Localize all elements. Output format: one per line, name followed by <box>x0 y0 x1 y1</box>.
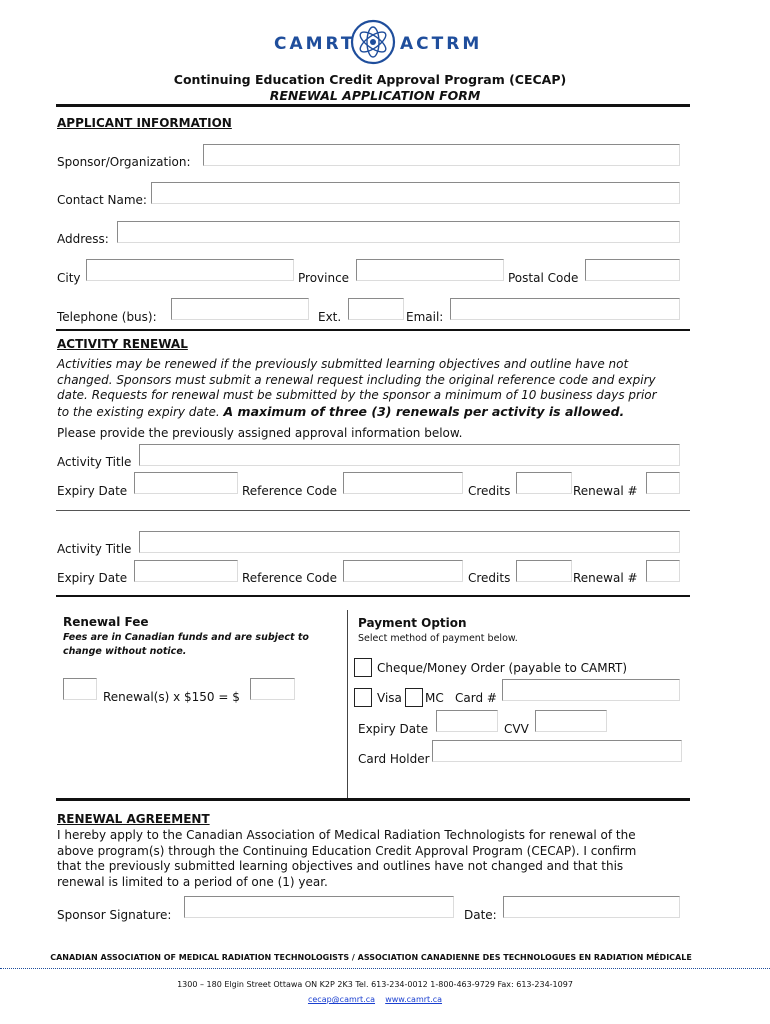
activity-title-input[interactable] <box>139 444 680 466</box>
agreement-line: I hereby apply to the Canadian Association of Medical Radiation Technologists for renewal of the <box>57 828 636 842</box>
agreement-text <box>57 828 690 890</box>
activity-description-line: date. Requests for renewal must be submitted by the sponsor a minimum of 10 business days prior <box>57 388 657 402</box>
mc-checkbox[interactable] <box>405 688 423 707</box>
agreement-line: above program(s) through the Continuing Education Credit Approval Program (CECAP). I confirm <box>57 843 637 858</box>
date-input[interactable] <box>503 896 680 918</box>
renewal-number-input[interactable] <box>646 560 680 582</box>
credits-label: Credits <box>468 484 511 498</box>
renewal-count-input[interactable] <box>63 678 97 700</box>
address-input[interactable] <box>117 221 680 243</box>
header-divider <box>56 104 690 107</box>
card-holder-label: Card Holder <box>358 752 430 766</box>
form-title: Continuing Education Credit Approval Program (CECAP) <box>173 72 567 87</box>
agreement-line: renewal is limited to a period of one (1) year. <box>57 874 328 889</box>
expiry-date-input[interactable] <box>134 472 238 494</box>
renewal-fee-heading: Renewal Fee <box>63 615 149 629</box>
activity-heading: ACTIVITY RENEWAL <box>57 337 188 351</box>
form-subtitle: RENEWAL APPLICATION FORM <box>269 88 481 103</box>
payment-instruction: Select method of payment below. <box>358 633 518 644</box>
cvv-input[interactable] <box>535 710 607 732</box>
activity-title-label: Activity Title <box>57 542 132 556</box>
renewal-calc-label: Renewal(s) x $150 = $ <box>103 690 240 704</box>
email-label: Email: <box>406 310 444 324</box>
activity-description-line: Activities may be renewed if the previously submitted learning objectives and outline have not <box>57 357 629 371</box>
renewal-number-input[interactable] <box>646 472 680 494</box>
fee-note-line: Fees are in Canadian funds and are subject to <box>63 632 309 643</box>
date-label: Date: <box>464 908 497 922</box>
mc-label: MC <box>425 691 444 705</box>
email-input[interactable] <box>450 298 680 320</box>
ext-input[interactable] <box>348 298 404 320</box>
activity-description-line: to the existing expiry date. <box>57 404 220 419</box>
email-link[interactable]: cecap@camrt.ca <box>307 995 376 1004</box>
signature-label: Sponsor Signature: <box>57 908 172 922</box>
activity-instruction: Please provide the previously assigned approval information below. <box>57 426 463 440</box>
atom-logo-icon <box>350 18 396 66</box>
expiry-date-input[interactable] <box>134 560 238 582</box>
city-input[interactable] <box>86 259 294 281</box>
activity-divider <box>56 510 690 511</box>
credits-label: Credits <box>468 571 511 585</box>
activity-title-input[interactable] <box>139 531 680 553</box>
reference-code-label: Reference Code <box>242 484 337 498</box>
credits-input[interactable] <box>516 560 572 582</box>
section-divider <box>56 329 690 331</box>
agreement-line: that the previously submitted learning objectives and outlines have not changed and that this <box>57 859 624 873</box>
credits-input[interactable] <box>516 472 572 494</box>
province-label: Province <box>298 271 350 285</box>
column-divider <box>347 610 348 798</box>
visa-checkbox[interactable] <box>354 688 372 707</box>
cheque-checkbox[interactable] <box>354 658 372 677</box>
reference-code-label: Reference Code <box>242 571 337 585</box>
cvv-label: CVV <box>504 722 529 736</box>
expiry-date-label: Expiry Date <box>57 484 128 498</box>
signature-input[interactable] <box>184 896 454 918</box>
telephone-input[interactable] <box>171 298 309 320</box>
sponsor-input[interactable] <box>203 144 680 166</box>
activity-description <box>57 357 690 420</box>
postal-code-input[interactable] <box>585 259 680 281</box>
logo-text-camrt: CAMRT <box>274 34 356 54</box>
agreement-heading: RENEWAL AGREEMENT <box>57 812 210 826</box>
address-label: Address: <box>57 232 109 246</box>
province-input[interactable] <box>356 259 504 281</box>
footer-divider <box>0 968 770 969</box>
reference-code-input[interactable] <box>343 472 463 494</box>
card-expiry-input[interactable] <box>436 710 498 732</box>
reference-code-input[interactable] <box>343 560 463 582</box>
renewal-total-input[interactable] <box>250 678 295 700</box>
logo <box>270 18 483 68</box>
city-label: City <box>57 271 81 285</box>
activity-title-label: Activity Title <box>57 455 132 469</box>
section-divider <box>56 798 690 801</box>
renewal-number-label: Renewal # <box>573 484 638 498</box>
activity-description-line: changed. Sponsors must submit a renewal request including the original reference code and expiry <box>57 372 656 387</box>
expiry-date-label: Expiry Date <box>57 571 128 585</box>
contact-name-input[interactable] <box>151 182 680 204</box>
card-number-input[interactable] <box>502 679 680 701</box>
renewal-number-label: Renewal # <box>573 571 638 585</box>
footer-links <box>0 995 750 1004</box>
applicant-heading: APPLICANT INFORMATION <box>57 116 232 130</box>
footer-address: 1300 – 180 Elgin Street Ottawa ON K2P 2K3 Tel. 613-234-0012 1-800-463-9729 Fax: 613-234-1097 <box>177 980 573 989</box>
renewal-limit-note: A maximum of three (3) renewals per activity is allowed. <box>223 403 625 419</box>
card-holder-input[interactable] <box>432 740 682 762</box>
sponsor-label: Sponsor/Organization: <box>57 155 191 169</box>
footer-org: CANADIAN ASSOCIATION OF MEDICAL RADIATION TECHNOLOGISTS / ASSOCIATION CANADIENNE DES TECHNOLOGUES EN RADIATION MÉDICALE <box>50 953 692 962</box>
card-expiry-label: Expiry Date <box>358 722 429 736</box>
fee-note-line: change without notice. <box>63 646 187 657</box>
section-divider <box>56 595 690 597</box>
visa-label: Visa <box>377 691 402 705</box>
card-number-label: Card # <box>455 691 497 705</box>
telephone-label: Telephone (bus): <box>57 310 157 324</box>
ext-label: Ext. <box>318 310 342 324</box>
cheque-label: Cheque/Money Order (payable to CAMRT) <box>377 661 628 675</box>
logo-text-actrm: ACTRM <box>400 34 483 54</box>
website-link[interactable]: www.camrt.ca <box>385 995 443 1004</box>
contact-label: Contact Name: <box>57 193 147 207</box>
payment-option-heading: Payment Option <box>358 616 467 630</box>
postal-code-label: Postal Code <box>508 271 579 285</box>
